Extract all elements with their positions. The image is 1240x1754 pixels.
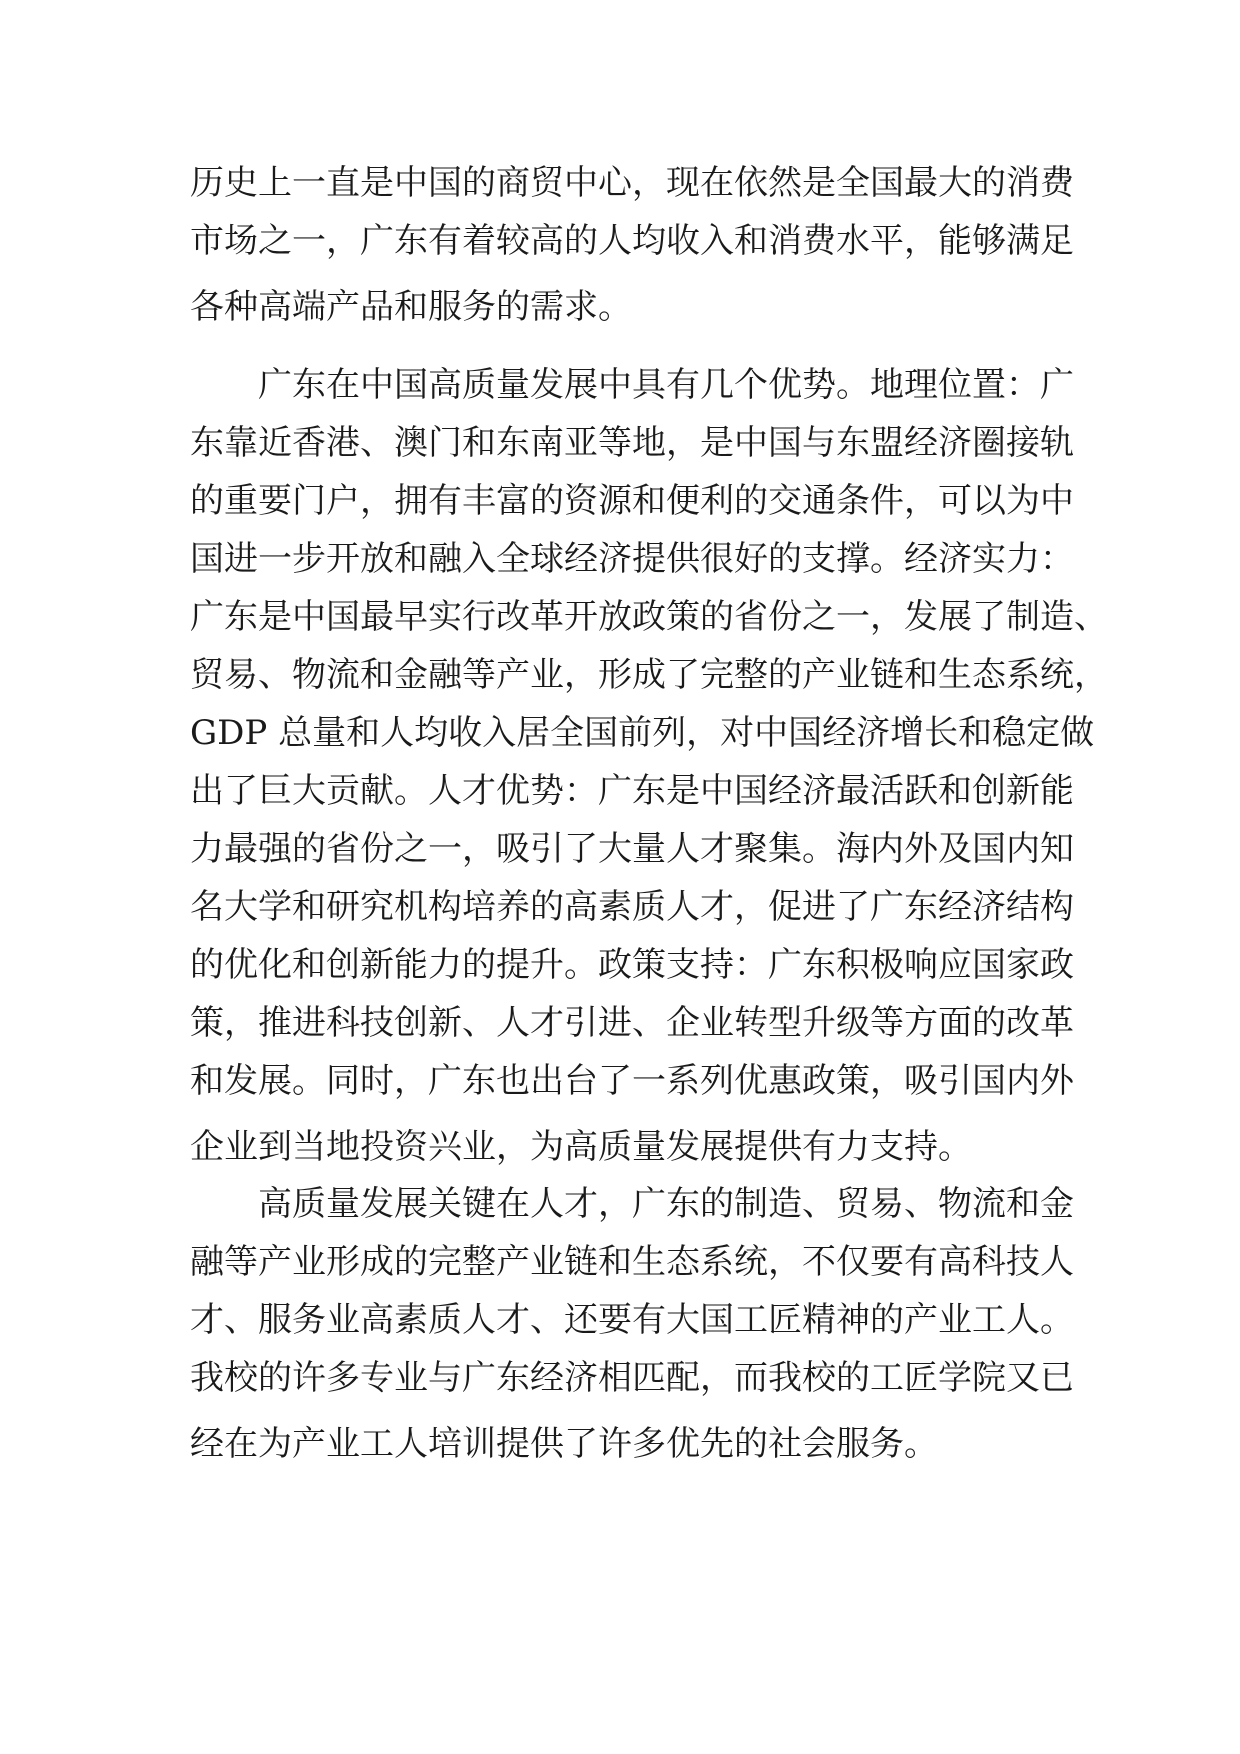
text-line: 策，推进科技创新、人才引进、企业转型升级等方面的改革 (190, 1003, 1074, 1043)
text-line: 高质量发展关键在人才，广东的制造、贸易、物流和金 (258, 1184, 1074, 1224)
text-line: 和发展。同时，广东也出台了一系列优惠政策，吸引国内外 (190, 1061, 1074, 1101)
text-line: 出了巨大贡献。人才优势：广东是中国经济最活跃和创新能 (190, 771, 1074, 811)
paragraph-1 (190, 154, 1074, 336)
text-line: 东靠近香港、澳门和东南亚等地，是中国与东盟经济圈接轨 (190, 423, 1074, 463)
text-line: GDP 总量和人均收入居全国前列，对中国经济增长和稳定做 (190, 713, 1095, 753)
text-line: 力最强的省份之一，吸引了大量人才聚集。海内外及国内知 (190, 829, 1074, 869)
text-line: 的优化和创新能力的提升。政策支持：广东积极响应国家政 (190, 945, 1074, 985)
text-line: 广东在中国高质量发展中具有几个优势。地理位置：广 (258, 365, 1074, 405)
text-line: 贸易、物流和金融等产业，形成了完整的产业链和生态系统， (190, 655, 1108, 695)
text-line: 各种高端产品和服务的需求。 (190, 287, 632, 327)
text-line: 经在为产业工人培训提供了许多优先的社会服务。 (190, 1424, 938, 1464)
text-line: 市场之一，广东有着较高的人均收入和消费水平，能够满足 (190, 221, 1074, 261)
text-line: 我校的许多专业与广东经济相匹配，而我校的工匠学院又已 (190, 1358, 1074, 1398)
text-line: 的重要门户，拥有丰富的资源和便利的交通条件，可以为中 (190, 481, 1074, 521)
text-line: 国进一步开放和融入全球经济提供很好的支撑。经济实力： (190, 539, 1074, 579)
text-line: 融等产业形成的完整产业链和生态系统，不仅要有高科技人 (190, 1242, 1074, 1282)
text-line: 名大学和研究机构培养的高素质人才，促进了广东经济结构 (190, 887, 1074, 927)
paragraph-2 (190, 356, 1108, 1176)
text-line: 才、服务业高素质人才、还要有大国工匠精神的产业工人。 (190, 1300, 1074, 1340)
text-line: 历史上一直是中国的商贸中心，现在依然是全国最大的消费 (190, 163, 1074, 203)
text-line: 企业到当地投资兴业，为高质量发展提供有力支持。 (190, 1127, 972, 1167)
paragraph-3 (190, 1175, 1074, 1473)
text-line: 广东是中国最早实行改革开放政策的省份之一，发展了制造、 (190, 597, 1108, 637)
